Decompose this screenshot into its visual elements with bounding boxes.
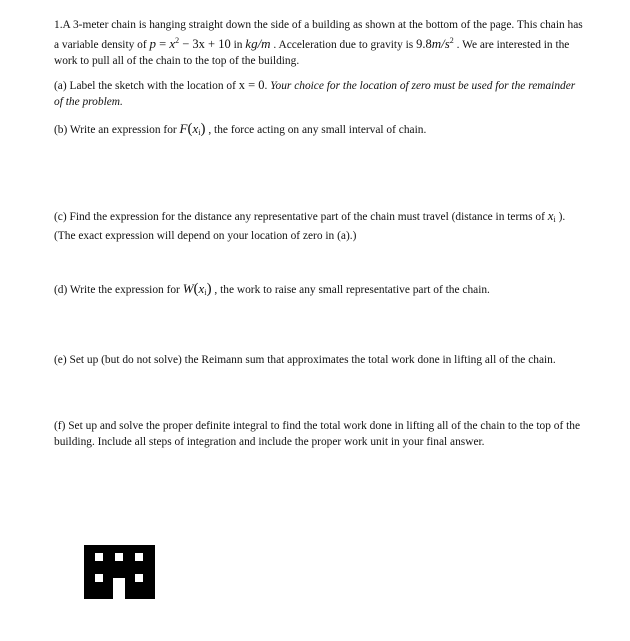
building-icon — [84, 545, 155, 599]
gravity-unit: m/s — [431, 36, 450, 51]
part-a-punct: . — [264, 80, 271, 92]
part-a — [54, 77, 584, 110]
part-f — [54, 418, 584, 450]
density-variable: x — [169, 36, 176, 51]
part-a-equation: x = 0 — [238, 78, 265, 92]
part-d-text: (d) Write the expression for — [54, 284, 183, 296]
part-a-note: Your choice for the location of zero must be used for the remainder of the problem. — [54, 80, 576, 108]
part-f-text: (f) Set up and solve the proper definite integral to find the total work done in lifting all of the chain to the top of the building. Include all steps of integration and include the proper work unit in your final answer. — [54, 420, 581, 448]
gravity-exponent: 2 — [449, 36, 454, 45]
part-e — [54, 352, 584, 368]
intro-text-2: in — [230, 39, 246, 51]
density-exponent: 2 — [175, 36, 180, 45]
part-c — [54, 208, 584, 244]
work-variable: x — [198, 281, 205, 296]
density-equals: = — [156, 37, 170, 51]
part-a-text: (a) Label the sketch with the location of — [54, 80, 239, 92]
density-terms: − 3x + 10 — [179, 37, 231, 51]
intro-text-4: . We are interested in the work to pull all of the chain to the top of the building. — [54, 39, 570, 67]
part-d-text-2: , the work to raise any small representative part of the chain. — [211, 284, 490, 296]
density-unit: kg/m — [245, 36, 271, 51]
part-d: (d) Write the expression for $W(x_i)$ , the work to raise any small representative part of the chain. — [54, 281, 490, 297]
part-b: (b) Write an expression for $F(x_i)$ , the force acting on any small interval of chain. — [54, 121, 427, 137]
force-variable: x — [192, 121, 199, 136]
part-b-text: (b) Write an expression for — [54, 124, 180, 136]
part-b-text-2: , the force acting on any small interval of chain. — [205, 124, 427, 136]
work-subscript: i — [204, 288, 207, 297]
force-symbol: F — [179, 121, 188, 136]
intro-text: 1.A 3-meter chain is hanging straight down the side of a building as shown at the bottom of the page. This chain has a variable density of — [54, 19, 583, 51]
density-symbol: p — [149, 36, 157, 51]
force-subscript: i — [198, 128, 201, 137]
distance-subscript: i — [553, 215, 556, 224]
work-symbol: W — [182, 281, 194, 296]
part-c-text: (c) Find the expression for the distance any representative part of the chain must travel (distance in terms of — [54, 211, 548, 223]
part-c-text-2: ). (The exact expression will depend on your location of zero in (a).) — [54, 211, 566, 242]
problem-intro — [54, 17, 584, 69]
distance-variable: x — [547, 208, 554, 223]
intro-text-3: . Acceleration due to gravity is — [270, 39, 417, 51]
part-e-text: (e) Set up (but do not solve) the Reimann sum that approximates the total work done in lifting all of the chain. — [54, 354, 556, 366]
gravity-value: 9.8 — [416, 37, 432, 51]
